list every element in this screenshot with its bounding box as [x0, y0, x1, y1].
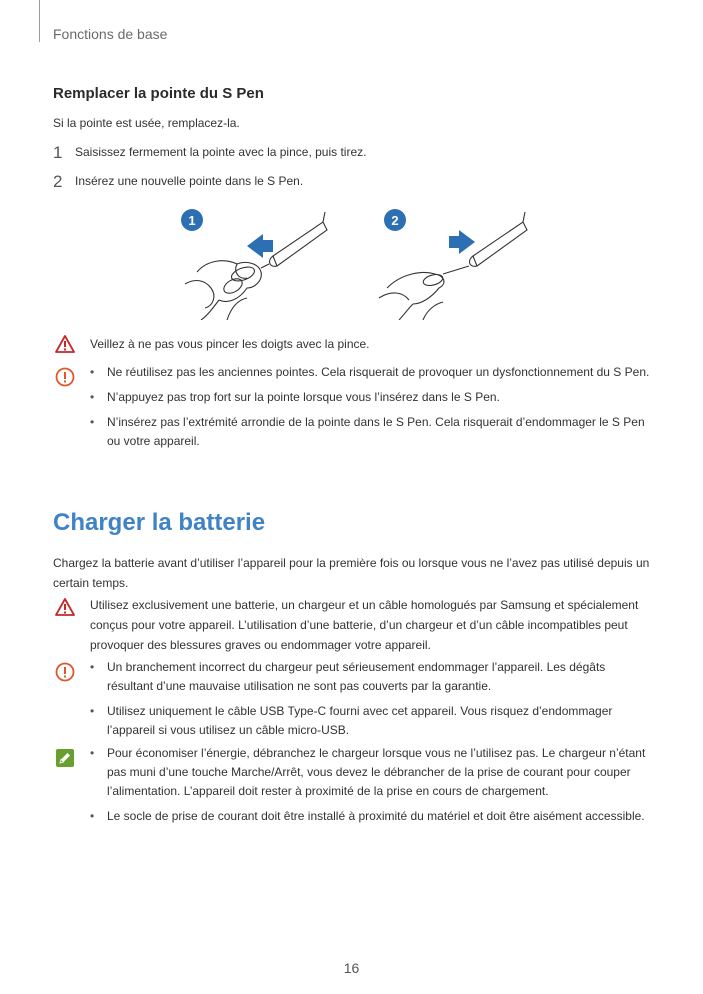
pen-tip-title: Remplacer la pointe du S Pen	[53, 85, 264, 102]
notice-exclamation-icon	[55, 367, 75, 387]
step-number: 2	[53, 172, 63, 191]
step-text: Insérez une nouvelle pointe dans le S Pen.	[75, 174, 304, 188]
arrow-pull-icon	[247, 234, 273, 258]
list-item: • Utilisez uniquement le câble USB Type-C fourni avec cet appareil. Vous risquez d’endommager l’appareil si vous utilisez un câble micro-USB.	[90, 702, 650, 740]
battery-note-list	[90, 744, 650, 832]
pen-notice-list	[90, 363, 650, 457]
list-item: • Un branchement incorrect du chargeur peut sérieusement endommager l’appareil. Les dégâts résultant d’une mauvaise utilisation ne sont pas couverts par la garantie.	[90, 658, 650, 696]
battery-notice-list	[90, 658, 650, 746]
figure-number-label: 2	[391, 213, 399, 228]
figure-number-label: 1	[188, 213, 196, 228]
step-number: 1	[53, 143, 63, 162]
hand-with-pliers-icon	[185, 212, 327, 320]
list-item: • Le socle de prise de courant doit être installé à proximité du matériel et doit être aisément accessible.	[90, 807, 650, 826]
step-1	[53, 143, 366, 163]
header-section-title: Fonctions de base	[53, 26, 168, 42]
step-text: Saisissez fermement la pointe avec la pince, puis tirez.	[75, 145, 367, 159]
pen-caution-text: Veillez à ne pas vous pincer les doigts avec la pince.	[90, 337, 370, 351]
header-rule	[39, 0, 40, 42]
notice-exclamation-icon	[55, 662, 75, 682]
list-item: • Pour économiser l’énergie, débranchez le chargeur lorsque vous ne l’utilisez pas. Le chargeur n’étant pas muni d’une touche Marche/Arrêt, vous devez le débrancher de la prise de courant pour couper l’alimentation. L’appareil doit rester à proximité de la prise en cours de chargement.	[90, 744, 650, 801]
page-number: 16	[343, 960, 360, 976]
illustration-insert-tip	[377, 208, 537, 320]
arrow-insert-icon	[449, 230, 475, 254]
list-item: • N’insérez pas l’extrémité arrondie de la pointe dans le S Pen. Cela risquerait d’endommager le S Pen ou votre appareil.	[90, 413, 650, 451]
battery-caution-text: Utilisez exclusivement une batterie, un chargeur et un câble homologués par Samsung et spécialement conçus pour votre appareil. L’utilisation d’une batterie, d’un chargeur et d’un câble incompatibles peut provoquer des blessures graves ou endommager votre appareil.	[90, 598, 639, 652]
warning-triangle-icon	[55, 334, 75, 354]
battery-section-title: Charger la batterie	[53, 509, 266, 536]
note-pencil-icon	[55, 748, 75, 768]
list-item: • N’appuyez pas trop fort sur la pointe lorsque vous l’insérez dans le S Pen.	[90, 388, 650, 407]
step-2	[53, 172, 303, 192]
list-item: • Ne réutilisez pas les anciennes pointes. Cela risquerait de provoquer un dysfonctionnement du S Pen.	[90, 363, 650, 382]
battery-intro: Chargez la batterie avant d’utiliser l’appareil pour la première fois ou lorsque vous ne l’avez pas utilisé depuis un certain temps.	[53, 556, 650, 590]
warning-triangle-icon	[55, 597, 75, 617]
pen-tip-intro: Si la pointe est usée, remplacez-la.	[53, 116, 240, 130]
illustration-remove-tip	[177, 208, 337, 320]
